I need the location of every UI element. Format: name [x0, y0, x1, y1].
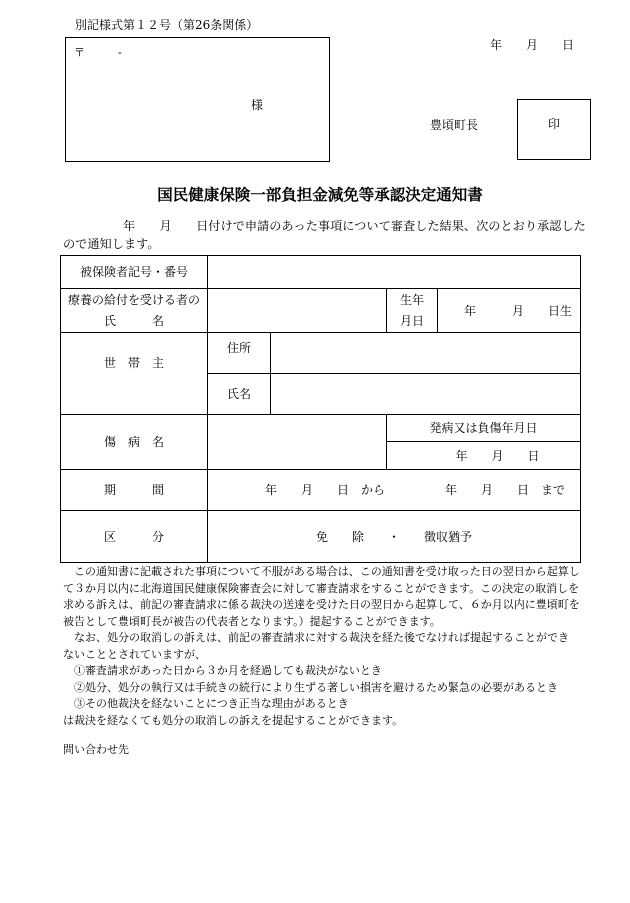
details-table — [60, 255, 581, 563]
category-label: 区 分 — [61, 511, 208, 563]
notice-line: は裁決を経なくても処分の取消しの訴えを提起することができます。 — [63, 713, 404, 727]
illness-field — [208, 415, 387, 470]
seal-box — [517, 99, 591, 160]
intro-line-2: ので通知します。 — [63, 237, 160, 251]
insured-number-label: 被保険者記号・番号 — [61, 256, 208, 289]
table-row — [61, 470, 581, 511]
issue-date-line: 年 月 日 — [490, 38, 575, 52]
table-row — [61, 256, 581, 289]
notice-list-item: ②処分、処分の執行又は手続きの続行により生ずる著しい損害を避けるため緊急の必要があるとき — [74, 680, 558, 694]
document-title: 国民健康保険一部負担金減免等承認決定通知書 — [157, 185, 483, 204]
householder-address-field — [271, 333, 581, 374]
birth-date-label-line-1: 生年 — [399, 292, 424, 307]
notice-list-item: ①審査請求があった日から３か月を経過しても裁決がないとき — [74, 664, 382, 677]
onset-date-field: 年 月 日 — [387, 442, 581, 470]
seal-label: 印 — [547, 117, 560, 131]
form-reference: 別記様式第１２号（第26条関係） — [75, 18, 259, 32]
birth-date-field: 年 月 日生 — [438, 289, 581, 333]
recipient-name-label-line-2: 氏 名 — [103, 313, 164, 328]
householder-name-label: 氏名 — [208, 374, 271, 415]
issuer-name: 豊頃町長 — [430, 118, 479, 132]
notice-line: 被告として豊頃町長が被告の代表者となります。）提起することができます。 — [63, 614, 441, 628]
recipient-name-label — [61, 289, 208, 333]
appeal-notice — [63, 564, 582, 729]
illness-label: 傷 病 名 — [61, 415, 208, 470]
insured-number-field — [208, 256, 581, 289]
postal-code-line: 〒 - — [74, 46, 122, 59]
householder-name-field — [271, 374, 581, 415]
table-row — [61, 511, 581, 563]
birth-date-label-line-2: 月日 — [399, 313, 424, 328]
intro-line-1: 年 月 日付けで申請のあった事項について審査した結果、次のとおり承認した — [123, 219, 586, 233]
contact-label: 問い合わせ先 — [63, 743, 129, 756]
notice-line: なお、処分の取消しの訴えは、前記の審査請求に対する裁決を経た後でなければ提起することができ — [74, 631, 569, 644]
address-box — [65, 37, 330, 162]
table-row — [61, 333, 581, 374]
notice-line: この通知書に記載された事項について不服がある場合は、この通知書を受け取った日の翌日から起算し — [74, 565, 580, 578]
addressee-honorific: 様 — [251, 98, 264, 112]
householder-address-label: 住所 — [208, 333, 271, 374]
recipient-name-field — [208, 289, 387, 333]
period-field: 年 月 日 から 年 月 日 まで — [208, 470, 581, 511]
table-row — [61, 415, 581, 442]
birth-date-label — [387, 289, 438, 333]
category-field: 免 除 ・ 徴収猶予 — [208, 511, 581, 563]
householder-label: 世 帯 主 — [61, 333, 208, 415]
notice-line: 求める訴えは、前記の審査請求に係る裁決の送達を受けた日の翌日から起算して、６か月以内に豊頃町を — [63, 598, 580, 611]
onset-date-label: 発病又は負傷年月日 — [387, 415, 581, 442]
table-row — [61, 289, 581, 333]
notice-line: て３か月以内に北海道国民健康保険審査会に対して審査請求をすることができます。この決定の取消しを — [63, 581, 580, 595]
notice-list-item: ③その他裁決を経ないことにつき正当な理由があるとき — [74, 697, 349, 710]
recipient-name-label-line-1: 療養の給付を受ける者の — [67, 292, 200, 307]
period-label: 期 間 — [61, 470, 208, 511]
notice-line: ないこととされていますが、 — [63, 647, 206, 661]
